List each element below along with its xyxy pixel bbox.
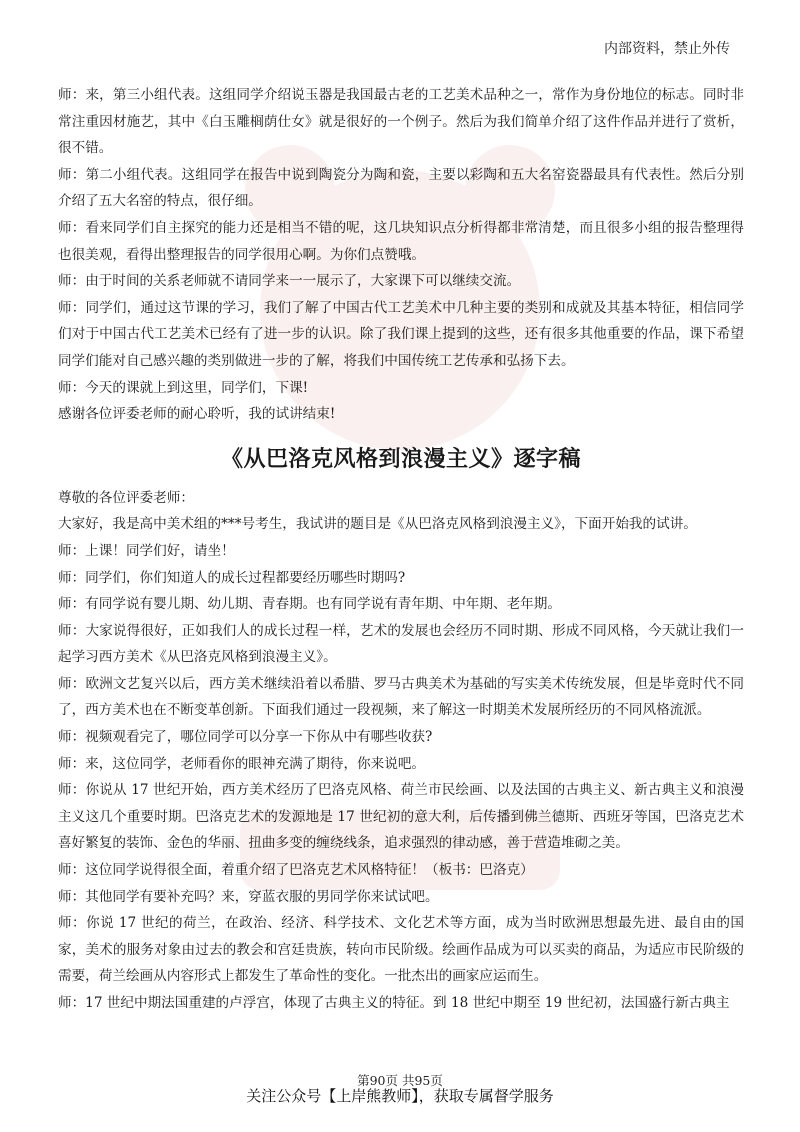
bottom-paragraphs	[58, 485, 744, 1017]
paragraph: 师：来，这位同学，老师看你的眼神充满了期待，你来说吧。	[58, 755, 426, 772]
paragraph: 师：今天的课就上到这里，同学们，下课!	[58, 379, 309, 396]
top-paragraphs	[58, 82, 744, 428]
paragraph: 感谢各位评委老师的耐心聆听，我的试讲结束!	[58, 406, 336, 423]
paragraph: 师：视频观看完了，哪位同学可以分享一下你从中有哪些收获?	[58, 729, 433, 746]
footer-promo: 关注公众号【上岸熊教师】，获取专属督学服务	[246, 1087, 554, 1105]
paragraph: 大家好，我是高中美术组的***号考生，我试讲的题目是《从巴洛克风格到浪漫主义》，下面开始我的试讲。	[58, 516, 697, 533]
paragraph: 师：你说 17 世纪的荷兰，在政治、经济、科学技术、文化艺术等方面，成为当时欧洲思想最先进、最自由的国家，美术的服务对象由过去的教会和宫廷贵族，转向市民阶级。绘画作品成为可以买卖的商品，为适应市民阶级的需要，荷兰绘画从内容形式上都发生了革命性的变化。一批杰出的画家应运而生。	[58, 915, 744, 985]
paragraph: 师：来，第三小组代表。这组同学介绍说玉器是我国最古老的工艺美术品种之一，常作为身份地位的标志。同时非常注重因材施艺，其中《白玉雕榈荫仕女》就是很好的一个例子。然后为我们简单介绍了这件作品并进行了赏析，很不错。	[58, 87, 744, 157]
paragraph: 师：这位同学说得很全面，着重介绍了巴洛克艺术风格特征！（板书：巴洛克）	[58, 862, 534, 879]
section-title: 《从巴洛克风格到浪漫主义》逐字稿	[220, 446, 581, 472]
paragraph: 师：大家说得很好，正如我们人的成长过程一样，艺术的发展也会经历不同时期、形成不同风格，今天就让我们一起学习西方美术《从巴洛克风格到浪漫主义》。	[58, 622, 744, 666]
paragraph: 师：同学们，你们知道人的成长过程都要经历哪些时期吗?	[58, 569, 406, 586]
paragraph: 师：上课！同学们好，请坐！	[58, 542, 235, 559]
paragraph: 师：第二小组代表。这组同学在报告中说到陶瓷分为陶和瓷，主要以彩陶和五大名窑瓷器最具有代表性。然后分别介绍了五大名窑的特点，很仔细。	[58, 166, 744, 210]
paragraph: 师：由于时间的关系老师就不请同学来一一展示了，大家课下可以继续交流。	[58, 273, 521, 290]
paragraph: 师：看来同学们自主探究的能力还是相当不错的呢，这几块知识点分析得都非常清楚，而且很多小组的报告整理得也很美观，看得出整理报告的同学很用心啊。为你们点赞哦。	[58, 219, 744, 263]
paragraph: 师：欧洲文艺复兴以后，西方美术继续沿着以希腊、罗马古典美术为基础的写实美术传统发展，但是毕竟时代不同了，西方美术也在不断变革创新。下面我们通过一段视频，来了解这一时期美术发展所经历的不同风格流派。	[58, 675, 744, 719]
page-number: 第90页 共95页	[357, 1073, 443, 1088]
paragraph: 师：同学们，通过这节课的学习，我们了解了中国古代工艺美术中几种主要的类别和成就及其基本特征，相信同学们对于中国古代工艺美术已经有了进一步的认识。除了我们课上提到的这些，还有很多其他重要的作品，课下希望同学们能对自己感兴趣的类别做进一步的了解，将我们中国传统工艺传承和弘扬下去。	[58, 299, 744, 369]
paragraph: 师：有同学说有婴儿期、幼儿期、青春期。也有同学说有青年期、中年期、老年期。	[58, 596, 561, 613]
document-body	[58, 82, 744, 1017]
paragraph: 尊敬的各位评委老师：	[58, 489, 194, 506]
paragraph: 师：其他同学有要补充吗？来，穿蓝衣服的男同学你来试试吧。	[58, 888, 439, 905]
paragraph: 师：17 世纪中期法国重建的卢浮宫，体现了古典主义的特征。到 18 世纪中期至 19 世纪初，法国盛行新古典主	[58, 995, 730, 1011]
paragraph: 师：你说从 17 世纪开始，西方美术经历了巴洛克风格、荷兰市民绘画、以及法国的古典主义、新古典主义和浪漫主义这几个重要时期。巴洛克艺术的发源地是 17 世纪初的意大利，后传播到佛兰德斯、西班牙等国，巴洛克艺术喜好繁复的装饰、金色的华丽、扭曲多变的缠绕线条，追求强烈的律动感，善于营造堆砌之美。	[58, 782, 744, 852]
internal-notice: 内部资料，禁止外传	[604, 41, 730, 57]
